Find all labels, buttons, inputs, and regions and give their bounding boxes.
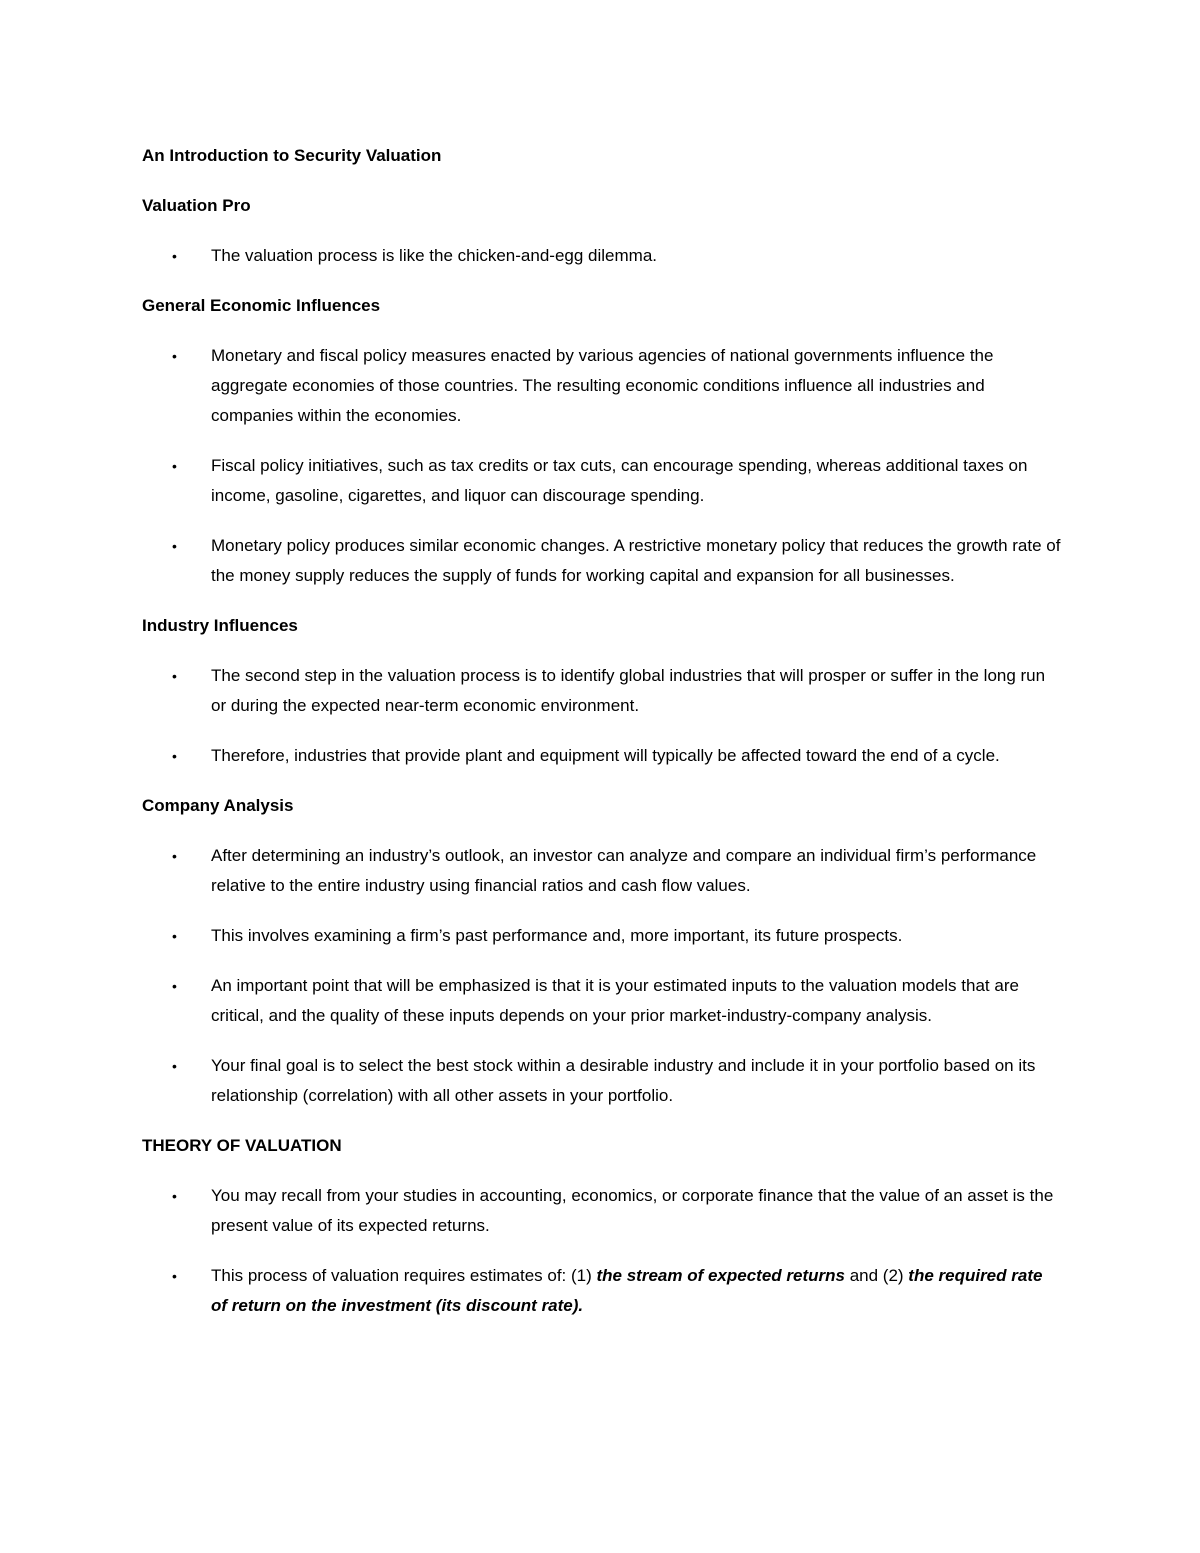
section-valuation-pro — [142, 191, 1062, 271]
bullet-text: You may recall from your studies in accounting, economics, or corporate finance that the value of an asset is the present value of its expected returns. — [211, 1186, 1054, 1235]
section-company-analysis — [142, 791, 1062, 1111]
bullet-icon: • — [172, 928, 177, 944]
bullet-text: The second step in the valuation process is to identify global industries that will prosper or suffer in the long run or during the expected near-term economic environment. — [211, 666, 1046, 715]
bullet-list — [142, 341, 1062, 591]
bullet-text: Monetary and fiscal policy measures enacted by various agencies of national governments influence the aggregate economies of those countries. The resulting economic conditions influence all industries and companies within the economies. — [211, 346, 994, 425]
bullet-icon: • — [172, 1058, 177, 1074]
list-item — [142, 241, 1062, 271]
document-body — [142, 141, 1062, 1341]
bullet-icon: • — [172, 1268, 177, 1284]
bullet-icon: • — [172, 348, 177, 364]
list-item — [142, 1181, 1062, 1241]
bullet-text: Monetary policy produces similar economic changes. A restrictive monetary policy that reduces the growth rate of the money supply reduces the supply of funds for working capital and expansion for all businesses. — [211, 536, 1061, 585]
emphasis-text: the stream of expected returns — [596, 1266, 845, 1285]
bullet-icon: • — [172, 538, 177, 554]
list-item — [142, 1261, 1062, 1321]
section-theory-of-valuation — [142, 1131, 1062, 1321]
bullet-text: Therefore, industries that provide plant and equipment will typically be affected toward the end of a cycle. — [211, 746, 1000, 765]
bullet-text: The valuation process is like the chicken-and-egg dilemma. — [211, 246, 658, 265]
bullet-text-part: and (2) — [844, 1266, 909, 1285]
section-heading: Valuation Pro — [142, 196, 251, 215]
bullet-icon: • — [172, 668, 177, 684]
bullet-icon: • — [172, 978, 177, 994]
list-item — [142, 661, 1062, 721]
bullet-icon: • — [172, 1188, 177, 1204]
list-item — [142, 531, 1062, 591]
bullet-text-part: This process of valuation requires estimates of: (1) — [211, 1266, 597, 1285]
bullet-list — [142, 841, 1062, 1111]
bullet-list — [142, 661, 1062, 771]
list-item — [142, 841, 1062, 901]
bullet-text: Fiscal policy initiatives, such as tax credits or tax cuts, can encourage spending, whereas additional taxes on income, gasoline, cigarettes, and liquor can discourage spending. — [211, 456, 1028, 505]
list-item — [142, 971, 1062, 1031]
section-heading: THEORY OF VALUATION — [142, 1136, 342, 1155]
bullet-text: This involves examining a firm’s past performance and, more important, its future prospects. — [211, 926, 903, 945]
section-heading: Company Analysis — [142, 796, 294, 815]
list-item — [142, 451, 1062, 511]
emphasis-text: the required rate of return on the investment (its discount rate). — [211, 1266, 1043, 1315]
list-item — [142, 1051, 1062, 1111]
bullet-text: After determining an industry’s outlook, an investor can analyze and compare an individual firm’s performance relative to the entire industry using financial ratios and cash flow values. — [211, 846, 1037, 895]
bullet-list — [142, 241, 1062, 271]
bullet-icon: • — [172, 248, 177, 264]
bullet-icon: • — [172, 848, 177, 864]
document-title: An Introduction to Security Valuation — [142, 146, 442, 165]
section-general-economic-influences — [142, 291, 1062, 591]
bullet-text: An important point that will be emphasized is that it is your estimated inputs to the valuation models that are critical, and the quality of these inputs depends on your prior market-industry-company analysis. — [211, 976, 1019, 1025]
list-item — [142, 341, 1062, 431]
bullet-list — [142, 1181, 1062, 1321]
list-item — [142, 741, 1062, 771]
bullet-text: Your final goal is to select the best stock within a desirable industry and include it in your portfolio based on its relationship (correlation) with all other assets in your portfolio. — [211, 1056, 1036, 1105]
section-heading: Industry Influences — [142, 616, 298, 635]
list-item — [142, 921, 1062, 951]
section-industry-influences — [142, 611, 1062, 771]
bullet-icon: • — [172, 458, 177, 474]
section-heading: General Economic Influences — [142, 296, 381, 315]
bullet-icon: • — [172, 748, 177, 764]
